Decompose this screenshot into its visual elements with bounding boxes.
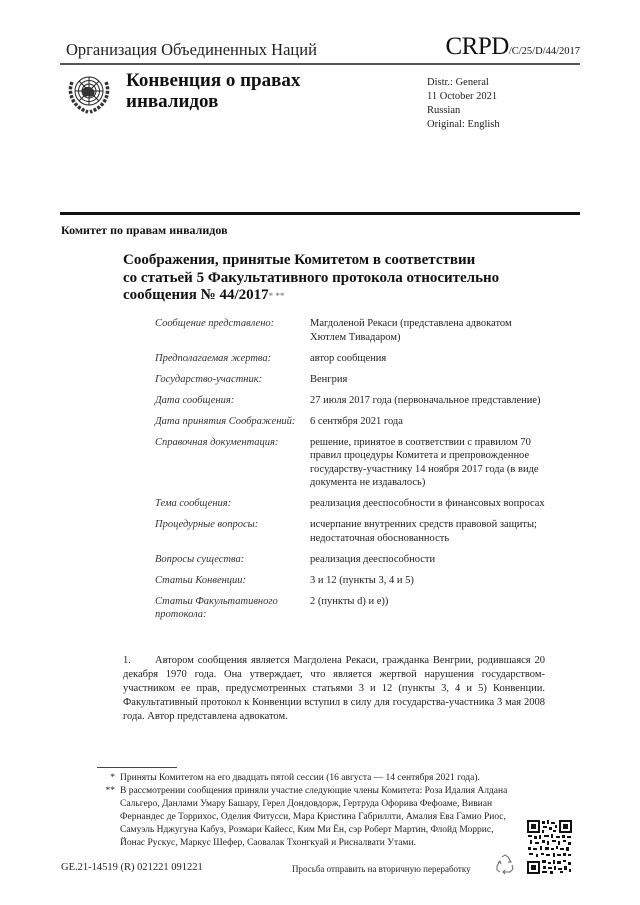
paragraph-number: 1.: [123, 655, 131, 666]
meta-value: автор сообщения: [310, 352, 387, 364]
recycle-icon: [494, 853, 516, 875]
footnote-mark: *: [110, 773, 115, 783]
meta-value: Венгрия: [310, 373, 348, 385]
meta-label: Сообщение представлено:: [155, 318, 275, 329]
views-title-line3: сообщения № 44/2017: [123, 287, 269, 303]
convention-title: [126, 70, 300, 112]
meta-value: Магдоленой Рекаси (представлена адвокатом Хютлем Тивадаром): [310, 318, 512, 343]
footnote-2: [95, 785, 520, 850]
meta-row-procedural-issues: [155, 518, 545, 545]
meta-label: Статьи Конвенции:: [155, 574, 247, 586]
meta-row-convention-articles: [155, 574, 545, 588]
recycle-text: Просьба отправить на вторичную переработку: [292, 864, 471, 874]
qr-code-icon: [527, 820, 572, 874]
distr-date: 11 October 2021: [427, 91, 498, 102]
meta-label: Дата принятия Соображений:: [155, 415, 296, 427]
meta-label: Вопросы существа:: [155, 553, 245, 565]
section-rule: [60, 212, 580, 215]
document-symbol-suffix: /C/25/D/44/2017: [508, 46, 580, 57]
meta-value: 27 июля 2017 года (первоначальное представление): [310, 394, 541, 406]
footnote-1: [95, 772, 520, 785]
distribution-block: [427, 76, 500, 132]
meta-row-date-of-adoption: [155, 415, 545, 429]
meta-row-subject-matter: [155, 497, 545, 511]
views-title-line1: Соображения, принятые Комитетом в соответствии: [123, 252, 476, 268]
meta-label: Процедурные вопросы:: [155, 519, 259, 530]
meta-value: реализация дееспособности в финансовых вопросах: [310, 498, 545, 509]
document-symbol: [446, 33, 581, 61]
footnote-rule: [97, 767, 177, 768]
footnote-text: В рассмотрении сообщения приняли участие следующие члены Комитета: Роза Идалия Алдана Сальгеро, Данлами Умару Башару, Герел Дондовдорж, Гертруда Офорива Фефоаме, Вивиан Фернандес де Торрихос, Оделия Фитусси, Мара Кристина Габриллти, Амалия Ева Гамио Риос, Самуэль Нджугуна Кабуэ, Розмари Кайесс, Ким Ми Ён, сэр Роберт Мартин, Флойд Моррис, Йонас Рускус, Маркус Шефер, Саовалак Тхонгкуай и Рисналвати Утами.: [120, 786, 508, 848]
meta-value: исчерпание внутренних средств правовой защиты; недостаточная обоснованность: [310, 519, 537, 544]
meta-label: Справочная документация:: [155, 436, 279, 448]
meta-row-document-references: [155, 436, 545, 490]
meta-row-date-of-communication: [155, 394, 545, 408]
meta-value: реализация дееспособности: [310, 553, 436, 565]
distr-original: Original: English: [427, 119, 500, 130]
meta-label: Государство-участник:: [155, 373, 263, 385]
views-title-line2: со статьей 5 Факультативного протокола относительно: [123, 269, 500, 286]
organization-name: Организация Объединенных Наций: [66, 40, 317, 59]
committee-name: Комитет по правам инвалидов: [61, 223, 228, 237]
header-rule: [60, 63, 580, 65]
footnote-mark: **: [105, 786, 115, 796]
paragraph-text: Автором сообщения является Магдолена Рекаси, гражданка Венгрии, родившаяся 20 декабря 1970 года. Она утверждает, что является жертвой нарушения государством-участником ее прав, предусмотренных статьями 3 и 12 (пункты 3, 4 и 5) Конвенции. Факультативный протокол к Конвенции вступил в силу для государства-участника 3 мая 2008 года. Автор представлена адвокатом.: [123, 655, 545, 722]
meta-value: решение, принятое в соответствии с правилом 70 правил процедуры Комитета и препровожденное государству-участнику 14 ноября 2017 года (в виде документа не издавалось): [310, 436, 539, 488]
meta-label: Статьи Факультативного протокола:: [155, 595, 278, 620]
meta-value: 6 сентября 2021 года: [310, 415, 403, 427]
meta-row-substantive-issues: [155, 553, 545, 567]
meta-row-submitted-by: [155, 317, 545, 344]
meta-value: 3 и 12 (пункты 3, 4 и 5): [310, 574, 414, 586]
meta-row-state-party: [155, 373, 545, 387]
footnote-marks: * **: [268, 291, 285, 301]
meta-label: Тема сообщения:: [155, 498, 232, 509]
job-number: GE.21-14519 (R) 021221 091221: [61, 862, 203, 873]
communication-metadata: [155, 317, 545, 629]
distr-language: Russian: [427, 105, 461, 116]
convention-title-line1: Конвенция о правах: [126, 70, 301, 91]
document-symbol-main: CRPD: [445, 33, 509, 60]
distr-general: Distr.: General: [427, 77, 489, 88]
un-emblem-icon: [64, 68, 114, 118]
meta-value: 2 (пункты d) и e)): [310, 595, 389, 607]
views-title: [123, 252, 543, 306]
meta-label: Дата сообщения:: [155, 394, 235, 406]
convention-title-line2: инвалидов: [126, 91, 219, 112]
meta-label: Предполагаемая жертва:: [155, 352, 272, 364]
meta-row-alleged-victim: [155, 352, 545, 366]
meta-row-protocol-articles: [155, 595, 545, 622]
paragraph-1: [123, 654, 545, 724]
footnote-text: Приняты Комитетом на его двадцать пятой сессии (16 августа — 14 сентября 2021 года).: [120, 773, 480, 783]
footnotes: [95, 772, 520, 850]
